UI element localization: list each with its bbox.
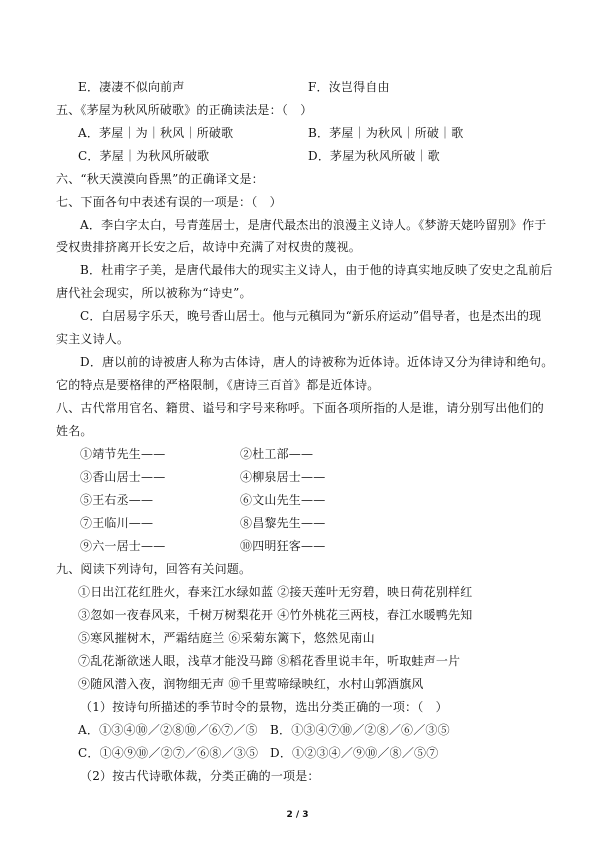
q5-option-b: B．茅屋｜为秋风｜所破｜歌 xyxy=(308,126,464,140)
q8-item: ⑨六一居士—— xyxy=(80,539,166,553)
q8-item: ②杜工部—— xyxy=(240,447,314,461)
q5-stem: 五、《茅屋为秋风所破歌》的正确读法是：（ ） xyxy=(56,103,313,117)
q7-option-b-line1: B．杜甫字子美，是唐代最伟大的现实主义诗人，由于他的诗真实地反映了安史之乱前后 xyxy=(80,263,553,277)
q7-option-a-line2: 受权贵排挤离开长安之后，故诗中充满了对权贵的蔑视。 xyxy=(56,240,362,254)
q5-option-a: A．茅屋｜为｜秋风｜所破歌 xyxy=(78,126,234,140)
q8-item: ⑥文山先生—— xyxy=(240,493,326,507)
q9-poem-line: ⑨随风潜入夜，润物细无声 ⑩千里莺啼绿映红，水村山郭酒旗风 xyxy=(78,677,424,691)
q8-item: ⑩四明狂客—— xyxy=(240,539,326,553)
page-number: 2 / 3 xyxy=(286,810,309,820)
q7-option-c-line2: 实主义诗人。 xyxy=(56,332,130,346)
q9-sub1-option-a: A．①③④⑩／②⑧⑩／⑥⑦／⑤ xyxy=(78,723,258,737)
q8-stem-line2: 姓名。 xyxy=(56,424,93,438)
q9-stem: 九、阅读下列诗句，回答有关问题。 xyxy=(56,562,252,576)
q8-item: ⑧昌黎先生—— xyxy=(240,516,326,530)
q9-poem-line: ⑦乱花渐欲迷人眼，浅草才能没马蹄 ⑧稻花香里说丰年，听取蛙声一片 xyxy=(78,654,461,668)
q5-option-d: D．茅屋为秋风所破｜歌 xyxy=(308,149,440,163)
q4-option-f: F．汝岂得自由 xyxy=(308,80,390,94)
q9-sub1-option-c: C．①④⑨⑩／②⑦／⑥⑧／③⑤ xyxy=(78,746,259,760)
q9-sub1-stem: （1）按诗句所描述的季节时令的景物，选出分类正确的一项：（ ） xyxy=(80,700,448,714)
q8-item: ④柳泉居士—— xyxy=(240,470,326,484)
q7-option-b-line2: 唐代社会现实，所以被称为“诗史”。 xyxy=(56,286,252,300)
q7-option-a-line1: A．李白字太白，号青莲居士，是唐代最杰出的浪漫主义诗人。《梦游天姥吟留别》作于 xyxy=(80,218,547,232)
q7-option-d-line1: D．唐以前的诗被唐人称为古体诗，唐人的诗被称为近体诗。近体诗又分为律诗和绝句。 xyxy=(80,355,554,369)
q7-option-d-line2: 它的特点是要格律的严格限制，《唐诗三百首》都是近体诗。 xyxy=(56,378,380,392)
q8-item: ⑤王右丞—— xyxy=(80,493,154,507)
q8-item: ⑦王临川—— xyxy=(80,516,154,530)
q9-sub2-stem: （2）按古代诗歌体裁，分类正确的一项是： xyxy=(80,769,320,783)
q8-item: ①靖节先生—— xyxy=(80,447,166,461)
q5-option-c: C．茅屋｜为秋风所破歌 xyxy=(78,149,210,163)
q4-option-e: E．凄凄不似向前声 xyxy=(78,80,185,94)
q8-stem-line1: 八、古代常用官名、籍贯、谥号和字号来称呼。下面各项所指的人是谁，请分别写出他们的 xyxy=(56,401,545,415)
q9-poem-line: ③忽如一夜春风来，千树万树梨花开 ④竹外桃花三两枝，春江水暖鸭先知 xyxy=(78,608,473,622)
q6-stem: 六、“秋天漠漠向昏黑”的正确译文是： xyxy=(56,172,264,186)
q9-poem-line: ①日出江花红胜火，春来江水绿如蓝 ②接天莲叶无穷碧，映日荷花别样红 xyxy=(78,585,473,599)
q7-stem: 七、下面各句中表述有误的一项是：（ ） xyxy=(56,195,282,209)
q8-item: ③香山居士—— xyxy=(80,470,166,484)
q9-sub1-option-b: B．①③④⑦⑩／②⑧／⑥／③⑤ xyxy=(270,723,450,737)
q9-sub1-option-d: D．①②③④／⑨⑩／⑧／⑤⑦ xyxy=(270,746,439,760)
q9-poem-line: ⑤寒风摧树木，严霜结庭兰 ⑥采菊东篱下，悠然见南山 xyxy=(78,631,375,645)
q7-option-c-line1: C．白居易字乐天，晚号香山居士。他与元稹同为“新乐府运动”倡导者，也是杰出的现 xyxy=(80,309,542,323)
